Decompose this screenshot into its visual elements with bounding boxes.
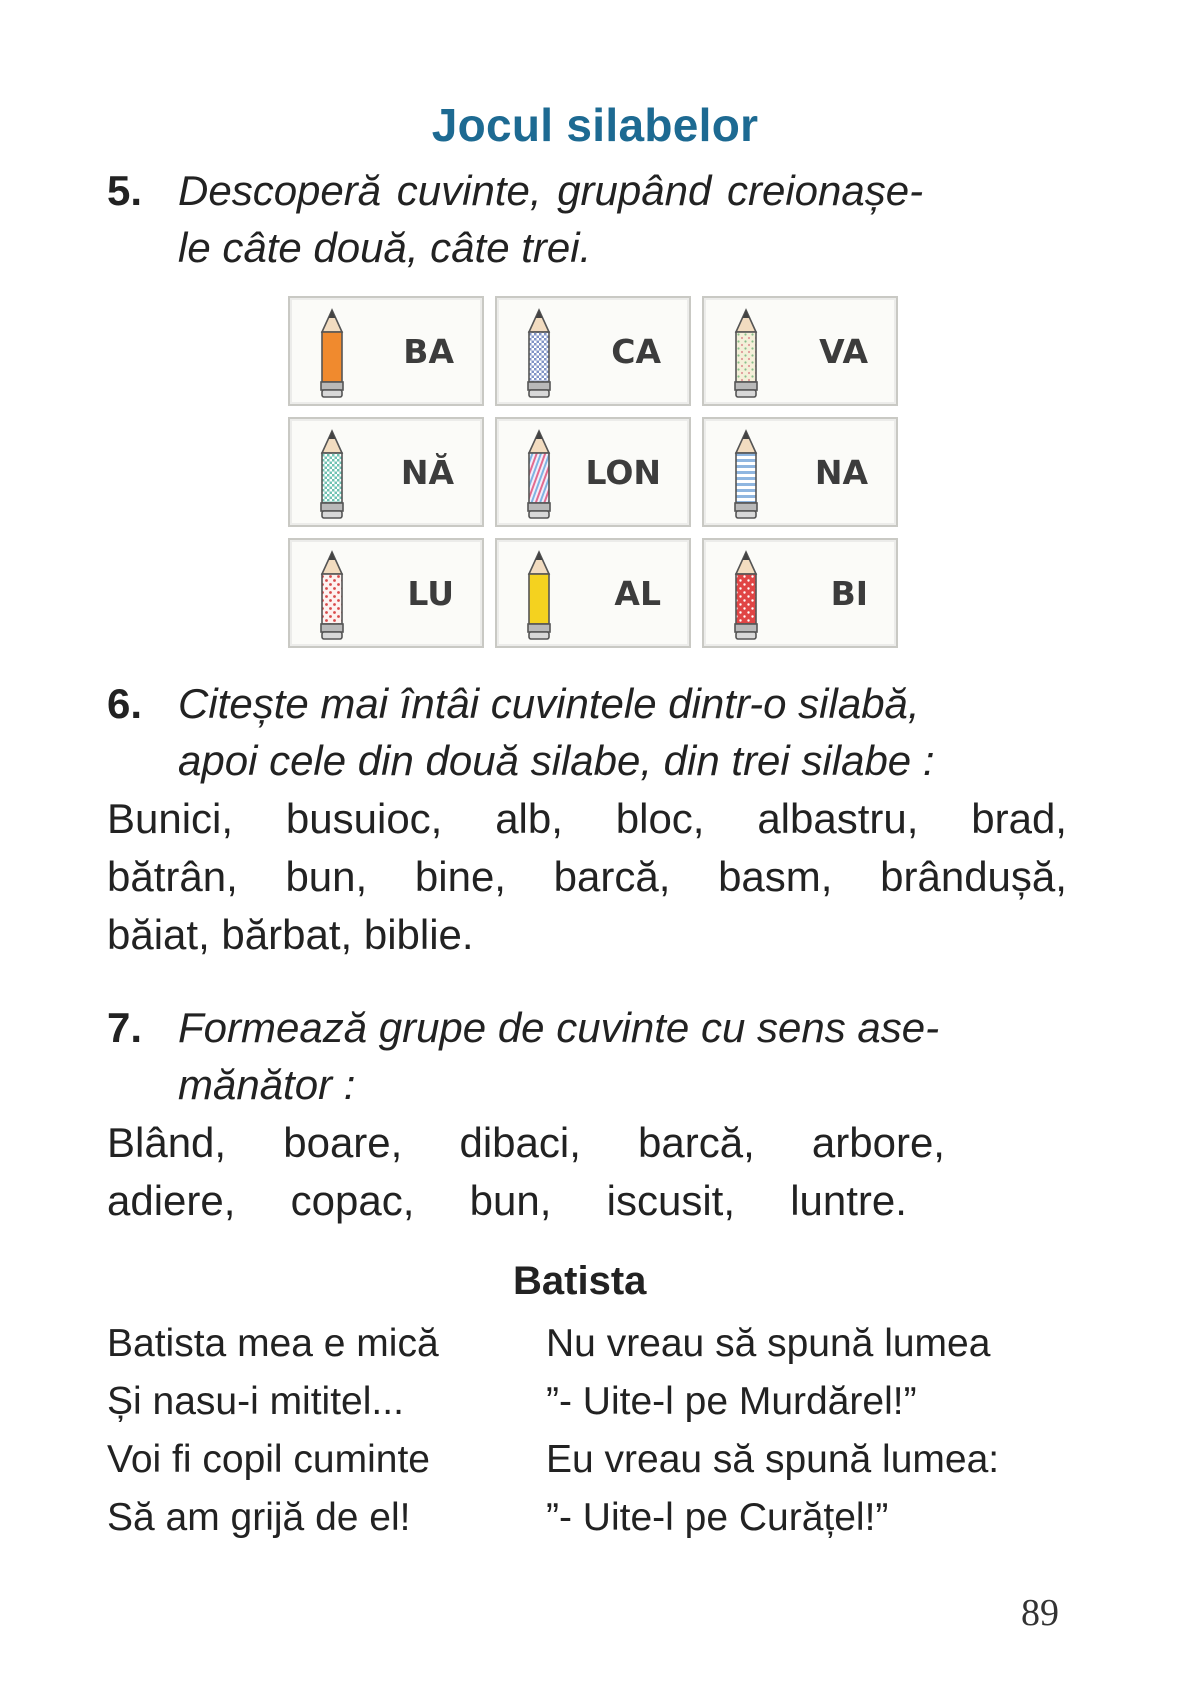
word: dibaci, — [459, 1119, 581, 1166]
poem-line: ”- Uite-l pe Murdărel!” — [546, 1380, 917, 1423]
word: Blând, — [107, 1119, 227, 1166]
pencil-card — [495, 296, 691, 406]
exercise-7-instruction-line-2: mănător : — [178, 1061, 356, 1108]
exercise-5-instruction-line-1: Descoperă cuvinte, grupând creionașe- — [178, 167, 924, 214]
word: basm, — [718, 853, 833, 900]
word: boare, — [283, 1119, 403, 1166]
pencil-card — [495, 417, 691, 527]
word: barcă, — [638, 1119, 755, 1166]
page-number: 89 — [1021, 1592, 1059, 1634]
exercise-6-word-list — [107, 790, 1067, 964]
word: barcă, — [553, 853, 671, 900]
pencil-icon — [519, 550, 559, 642]
word: bloc, — [615, 795, 705, 842]
pencil-card — [702, 417, 898, 527]
pencil-icon — [519, 429, 559, 521]
word-line — [107, 848, 1067, 906]
word: alb, — [495, 795, 563, 842]
word: arbore, — [811, 1119, 945, 1166]
syllable-label: CA — [611, 332, 661, 371]
word: adiere, — [107, 1177, 236, 1224]
word: luntre. — [790, 1177, 907, 1224]
word-line — [107, 790, 1067, 848]
word-line — [107, 906, 1067, 964]
syllable-label: BA — [403, 332, 454, 371]
word: Bunici, — [107, 795, 234, 842]
pencil-syllable-grid — [288, 296, 898, 648]
word: bătrân, — [107, 853, 238, 900]
syllable-label: LU — [407, 574, 454, 613]
poem-line: Să am grijă de el! — [107, 1496, 411, 1539]
word: bine, — [414, 853, 506, 900]
pencil-icon — [312, 429, 352, 521]
syllable-label: AL — [614, 574, 661, 613]
pencil-card — [288, 417, 484, 527]
pencil-icon — [726, 550, 766, 642]
poem-left-column — [107, 1315, 439, 1547]
pencil-card — [702, 538, 898, 648]
exercise-7-number: 7. — [107, 1004, 143, 1051]
poem-line: Voi fi copil cuminte — [107, 1438, 430, 1481]
word: băiat, bărbat, biblie. — [107, 911, 474, 958]
pencil-card — [288, 538, 484, 648]
pencil-icon — [726, 308, 766, 400]
exercise-7-instruction-line-1: Formează grupe de cuvinte cu sens ase- — [178, 1004, 940, 1051]
exercise-6-number: 6. — [107, 680, 143, 727]
word-line — [107, 1114, 945, 1172]
poem-right-column — [546, 1315, 999, 1547]
word: iscusit, — [606, 1177, 735, 1224]
poem-line: Batista mea e mică — [107, 1322, 439, 1365]
exercise-5-number: 5. — [107, 167, 143, 214]
exercise-6-instruction-line-1: Citește mai întâi cuvintele dintr-o silabă, — [178, 680, 920, 727]
poem-line: Eu vreau să spună lumea: — [546, 1438, 1000, 1481]
poem-line: Și nasu-i mititel... — [107, 1380, 404, 1423]
word-line — [107, 1172, 907, 1230]
syllable-label: LON — [585, 453, 661, 492]
pencil-icon — [312, 550, 352, 642]
syllable-label: VA — [819, 332, 868, 371]
poem-line: ”- Uite-l pe Curățel!” — [546, 1496, 889, 1539]
poem-title: Batista — [513, 1259, 647, 1303]
pencil-icon — [312, 308, 352, 400]
page-title: Jocul silabelor — [431, 99, 759, 151]
word: albastru, — [757, 795, 919, 842]
pencil-icon — [519, 308, 559, 400]
word: bun, — [285, 853, 368, 900]
syllable-label: NA — [814, 453, 868, 492]
word: copac, — [290, 1177, 415, 1224]
exercise-5-instruction-line-2: le câte două, câte trei. — [178, 224, 592, 271]
poem-line: Nu vreau să spună lumea — [546, 1322, 991, 1365]
syllable-label: BI — [830, 574, 868, 613]
word: brândușă, — [880, 853, 1067, 900]
pencil-card — [288, 296, 484, 406]
word: busuioc, — [285, 795, 443, 842]
exercise-6-instruction-line-2: apoi cele din două silabe, din trei silabe : — [178, 737, 935, 784]
exercise-7-word-list — [107, 1114, 945, 1230]
pencil-card — [702, 296, 898, 406]
word: brad, — [971, 795, 1067, 842]
pencil-icon — [726, 429, 766, 521]
pencil-card — [495, 538, 691, 648]
word: bun, — [469, 1177, 552, 1224]
syllable-label: NĂ — [400, 453, 454, 492]
